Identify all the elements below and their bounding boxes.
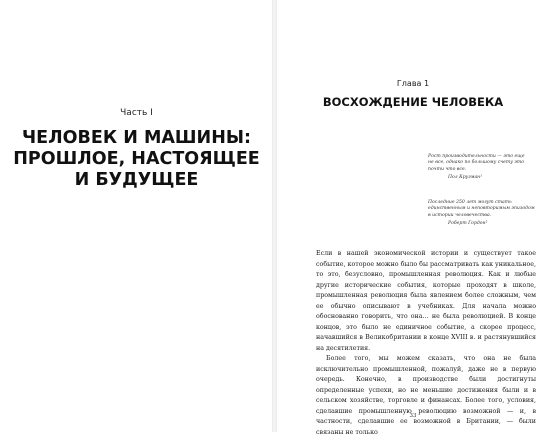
part-title-line: ПРОШЛОЕ, НАСТОЯЩЕЕ	[13, 149, 260, 169]
body-paragraph: Более того, мы можем сказать, что она не была исключительно промышленной, пожалуй, даже не в первую очередь. Конечно, в производстве были достигнуты определенные успехи, но не меньшие достижения были и в сельском хозяйстве, торговле и финансах. Более того, условия, сделавшие промышленную революцию возможной — и, в частности, сделавшие ее возможной в Британии, — были связаны не только	[316, 355, 536, 436]
left-page	[0, 0, 273, 432]
epigraph-line: в истории человечества.	[428, 212, 492, 218]
epigraph-line: Последние 250 лет могут стать	[428, 200, 512, 205]
part-label: Часть I	[120, 108, 153, 118]
epigraph-line: единственным и неповторимым эпизодом	[428, 206, 535, 212]
epigraph-line: почти что все.	[428, 166, 467, 172]
right-page	[276, 0, 550, 436]
body-paragraph: Если в нашей экономической истории и существует такое событие, которое можно было бы рассматривать как уникальное, то это, безусловно, промышленная революция. Как и любые другие исторические события, которые проходят в школе, промышленная революция была явлением более сложным, чем ее обычно описывают в учебниках. Для начала можно обоснованно говорить, что она… не была революцией. В конце концов, это было не единичное событие, а скорее процесс, начавшийся в Великобритании в конце XVIII в. и растянувшийся на десятилетия.	[316, 250, 536, 352]
epigraph-attribution: Роберт Гордон²	[448, 220, 488, 226]
part-title-line: ЧЕЛОВЕК И МАШИНЫ:	[22, 128, 251, 148]
part-title	[0, 128, 273, 191]
epigraph-line: не все, однако по большому счету это	[428, 160, 525, 166]
part-title-line: И БУДУЩЕЕ	[74, 170, 199, 190]
epigraph	[428, 200, 540, 227]
chapter-label: Глава 1	[396, 79, 430, 88]
chapter-title: ВОСХОЖДЕНИЕ ЧЕЛОВЕКА	[322, 95, 504, 109]
chapter-body	[316, 249, 536, 438]
page-number: 33	[409, 413, 417, 419]
epigraph-line: Рост производительности — это еще	[428, 154, 525, 159]
epigraph	[428, 154, 540, 181]
epigraph-attribution: Пол Кругман¹	[448, 174, 483, 180]
